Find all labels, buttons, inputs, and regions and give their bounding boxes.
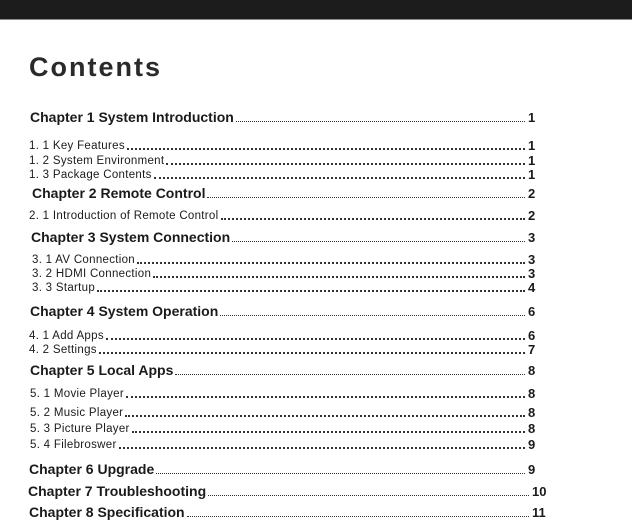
dot-leader [187,515,529,517]
toc-section-entry [29,153,542,167]
toc-chapter-entry [30,110,542,124]
dot-leader [236,120,525,122]
toc-page-number: 2 [528,208,536,223]
toc-page-number: 3 [528,266,536,281]
dot-leader [221,217,526,220]
toc-section-entry [30,437,542,451]
toc-page-number: 6 [528,304,536,319]
toc-section-entry [29,138,542,152]
toc-entry-label: 5. 3 Picture Player [30,422,130,435]
toc-page-number: 1 [528,138,536,153]
toc-entry-label: Chapter 1 System Introduction [30,109,234,125]
toc-section-entry [29,208,542,222]
dot-leader [208,494,529,496]
toc-entry-label: 3. 2 HDMI Connection [32,267,152,280]
toc-entry-label: 1. 3 Package Contents [29,168,152,181]
dot-leader [220,314,525,316]
toc-page-number: 3 [528,252,536,267]
toc-section-entry [30,421,542,435]
toc-entry-label: Chapter 2 Remote Control [32,185,206,201]
toc-page-number: 4 [528,280,536,295]
dot-leader [127,147,525,150]
toc-entry-label: 1. 2 System Environment [29,154,165,167]
dot-leader [97,289,525,292]
toc-chapter-entry [31,230,542,244]
toc-entry-label: Chapter 7 Troubleshooting [28,483,207,499]
toc-page-number: 10 [532,484,547,499]
toc-entry-label: 4. 1 Add Apps [29,329,104,342]
toc-page-number: 11 [532,505,546,520]
toc-entry-label: Chapter 8 Specification [29,504,185,520]
toc-section-entry [29,342,542,356]
toc-entry-label: Chapter 6 Upgrade [29,461,155,477]
toc-chapter-entry [32,186,542,200]
dot-leader [153,275,525,278]
toc-entry-label: Chapter 3 System Connection [31,229,231,245]
toc-page-number: 8 [528,386,536,401]
toc-entry-label: 4. 2 Settings [29,343,97,356]
toc-chapter-entry [28,484,546,498]
toc-page-number: 8 [528,421,536,436]
toc-section-entry [30,386,542,400]
toc-page-number: 9 [528,437,536,452]
toc-page-number: 1 [528,153,536,168]
dot-leader [126,395,525,398]
dot-leader [156,472,525,474]
toc-page-number: 6 [528,328,536,343]
dot-leader [166,162,525,165]
header-divider [0,19,632,20]
toc-chapter-entry [30,363,542,377]
toc-chapter-entry [29,505,546,519]
toc-entry-label: 1. 1 Key Features [29,139,125,152]
toc-entry-label: Chapter 5 Local Apps [30,362,174,378]
toc-page-number: 8 [528,363,536,378]
dot-leader [119,446,525,449]
toc-page-number: 9 [528,462,536,477]
toc-entry-label: 5. 4 Filebroswer [30,438,117,451]
dot-leader [132,430,525,433]
dot-leader [207,196,525,198]
page-title: Contents [29,52,162,82]
toc-page-number: 1 [528,110,536,125]
toc-entry-label: 3. 3 Startup [32,281,96,294]
dot-leader [106,337,525,340]
toc-chapter-entry [30,304,542,318]
toc-entry-label: 2. 1 Introduction of Remote Control [29,209,219,222]
dot-leader [125,414,525,417]
toc-section-entry [30,405,542,419]
toc-page-number: 2 [528,186,536,201]
toc-page-number: 3 [528,230,536,245]
toc-section-entry [32,280,542,294]
toc-entry-label: 5. 2 Music Player [30,406,124,419]
toc-page-number: 8 [528,405,536,420]
dot-leader [232,240,525,242]
toc-page-number: 7 [528,342,536,357]
dot-leader [99,351,525,354]
toc-section-entry [29,328,542,342]
dot-leader [137,261,525,264]
toc-section-entry [29,167,542,181]
dot-leader [175,373,525,375]
toc-section-entry [32,266,542,280]
toc-page-number: 1 [528,167,536,182]
toc-entry-label: 5. 1 Movie Player [30,387,124,400]
toc-entry-label: Chapter 4 System Operation [30,303,219,319]
toc-chapter-entry [29,462,542,476]
toc-entry-label: 3. 1 AV Connection [32,253,136,266]
top-header-bar [0,0,632,19]
dot-leader [154,176,525,179]
toc-section-entry [32,252,542,266]
